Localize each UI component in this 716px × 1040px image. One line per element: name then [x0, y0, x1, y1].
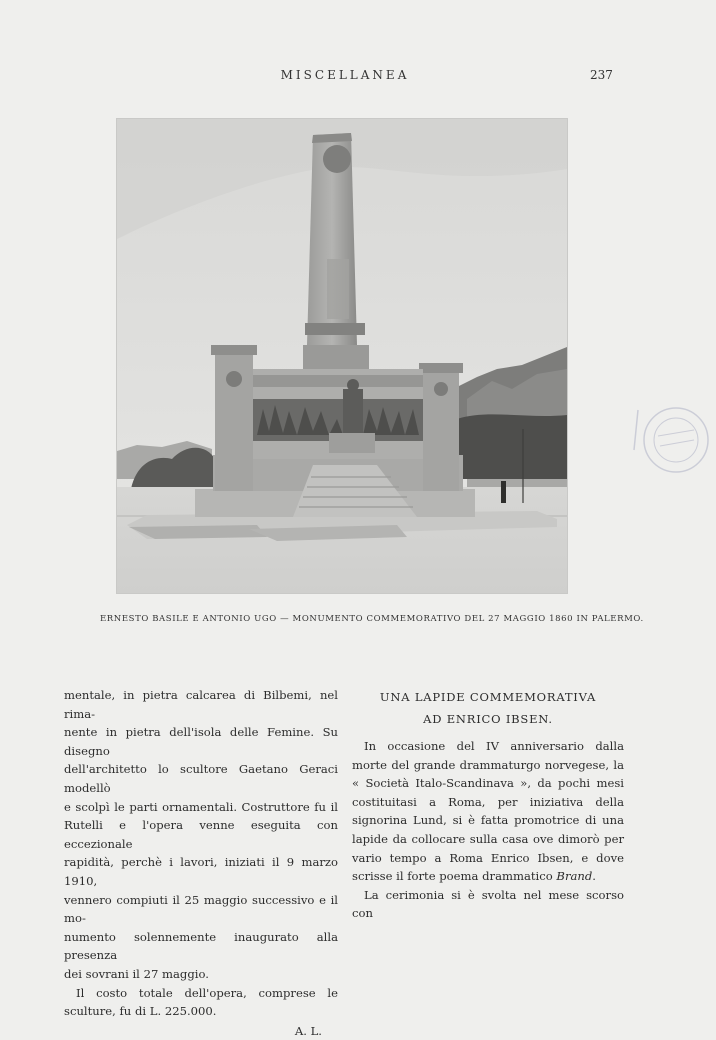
figure-caption: ERNESTO BASILE E ANTONIO UGO — MONUMENTO COMMEMORATIVO DEL 27 MAGGIO 1860 IN PALERMO.: [100, 614, 644, 624]
paragraph-monument-description: [64, 686, 338, 984]
article-title-line-1: UNA LAPIDE COMMEMORATIVA: [379, 690, 597, 704]
text-line: Rutelli e l'opera venne eseguita con eccezionale: [64, 818, 338, 851]
text-line: mentale, in pietra calcarea di Bilbemi, nel rima-: [64, 688, 338, 721]
running-title: MISCELLANEA: [280, 68, 410, 82]
text-line: dei sovrani il 27 maggio.: [64, 966, 209, 981]
text-line: nente in pietra dell'isola delle Femine. Su disegno: [64, 725, 338, 758]
paragraph-ibsen-end: .: [592, 869, 596, 884]
paragraph-ibsen: [352, 737, 624, 886]
monument-photo-illustration: [117, 119, 567, 593]
article-title-line-2: AD ENRICO IBSEN.: [423, 712, 553, 726]
left-column: [64, 686, 338, 1040]
paragraph-cost: Il costo totale dell'opera, comprese le sculture, fu di L. 225.000.: [64, 985, 338, 1019]
library-stamp: [628, 390, 712, 480]
paragraph-ibsen-text: In occasione del IV anniversario dalla morte del grande drammaturgo norvegese, la « Società Italo-Scandinava », da pochi mesi costituitasi a Roma, per iniziativa della signorina Lund, si è fatta promotrice di una lapide da collocare sulla casa ove dimorò per vario tempo a Roma Enrico Ibsen, e dove scrisse il forte poema drammatico: [352, 739, 624, 884]
author-initials: A. L.: [294, 1023, 322, 1038]
text-line: numento solennemente inaugurato alla presenza: [64, 929, 338, 963]
page-number: 237: [590, 68, 613, 82]
monument-photograph: [116, 118, 568, 594]
text-line: e scolpì le parti ornamentali. Costruttore fu il: [64, 799, 338, 814]
text-line: dell'architetto lo scultore Gaetano Geraci modellò: [64, 762, 338, 795]
text-line: rapidità, perchè i lavori, iniziati il 9 marzo 1910,: [64, 855, 338, 888]
paragraph-ceremony: La cerimonia si è svolta nel mese scorso con: [352, 887, 624, 921]
right-column: [352, 686, 624, 923]
text-line: vennero compiuti il 25 maggio successivo e il mo-: [64, 892, 338, 926]
work-title-brand: Brand: [556, 869, 593, 884]
